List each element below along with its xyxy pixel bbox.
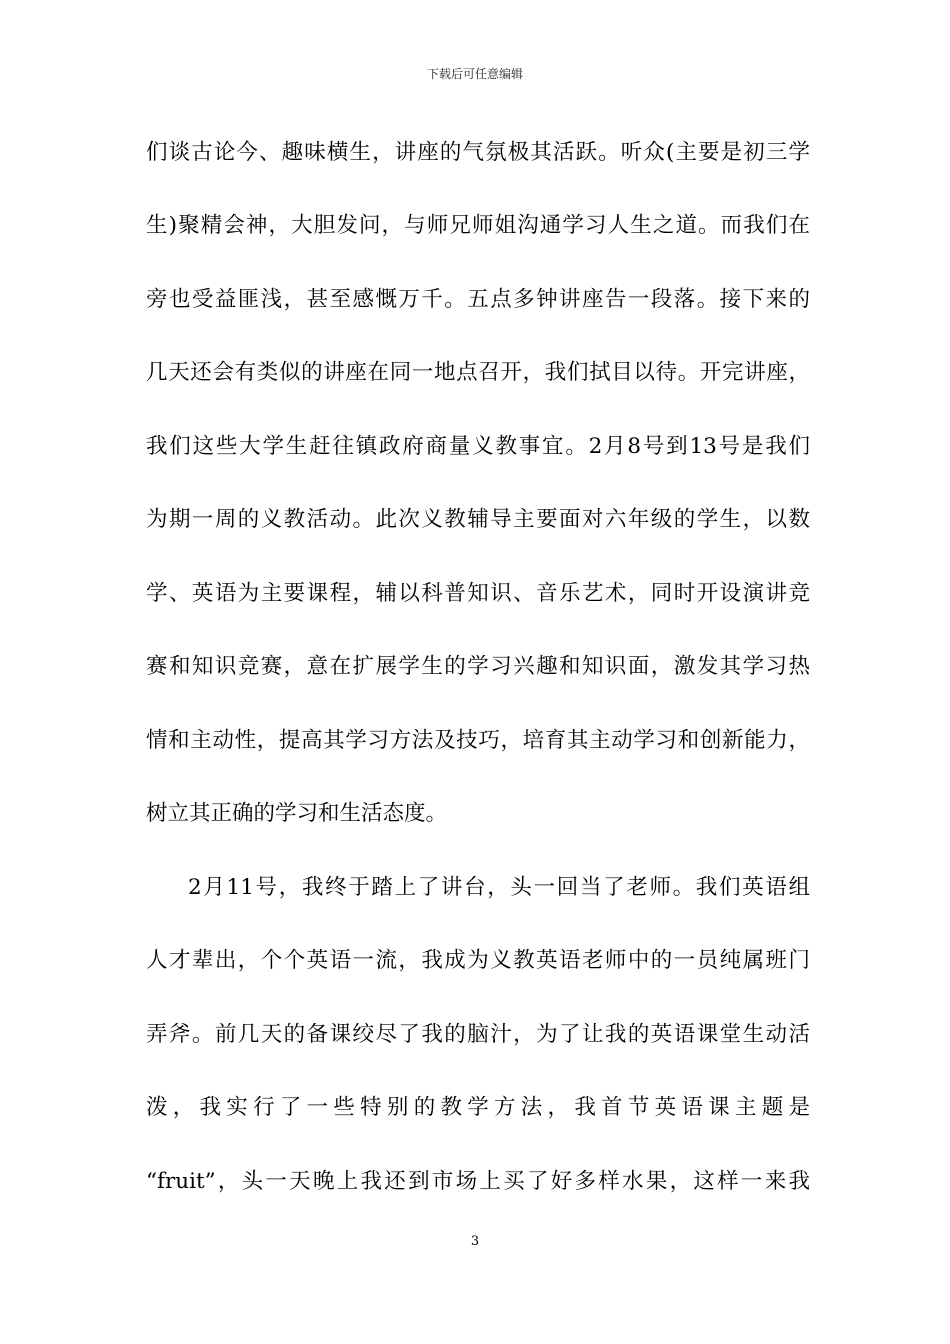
paragraph-line: 为期一周的义教活动。此次义教辅导主要面对六年级的学生，以数 [146,507,810,532]
paragraph-line: 泼，我实行了一些特别的教学方法，我首节英语课主题是 [146,1095,810,1120]
paragraph-line: 几天还会有类似的讲座在同一地点召开，我们拭目以待。开完讲座， [146,360,810,385]
paragraph-line: 我们这些大学生赶往镇政府商量义教事宜。2月8号到13号是我们 [146,434,810,459]
paragraph-line: 人才辈出，个个英语一流，我成为义教英语老师中的一员纯属班门 [146,948,810,973]
paragraph-line: 们谈古论今、趣味横生，讲座的气氛极其活跃。听众(主要是初三学 [146,140,810,165]
paragraph-line: 2月11号，我终于踏上了讲台，头一回当了老师。我们英语组 [188,875,810,900]
paragraph-line: 弄斧。前几天的备课绞尽了我的脑汁，为了让我的英语课堂生动活 [146,1022,810,1047]
paragraph-line: 生)聚精会神，大胆发问，与师兄师姐沟通学习人生之道。而我们在 [146,213,810,238]
paragraph-line: 赛和知识竞赛，意在扩展学生的学习兴趣和知识面，激发其学习热 [146,654,810,679]
page-number: 3 [470,1234,480,1249]
paragraph-line: 情和主动性，提高其学习方法及技巧，培育其主动学习和创新能力， [146,728,810,753]
paragraph-line: 树立其正确的学习和生活态度。 [146,801,448,826]
paragraph-line: 学、英语为主要课程，辅以科普知识、音乐艺术，同时开设演讲竞 [146,581,810,606]
paragraph-line: 旁也受益匪浅，甚至感慨万千。五点多钟讲座告一段落。接下来的 [146,287,810,312]
paragraph-line: “fruit”，头一天晚上我还到市场上买了好多样水果，这样一来我 [146,1169,810,1194]
page-header: 下载后可任意编辑 [426,67,523,81]
